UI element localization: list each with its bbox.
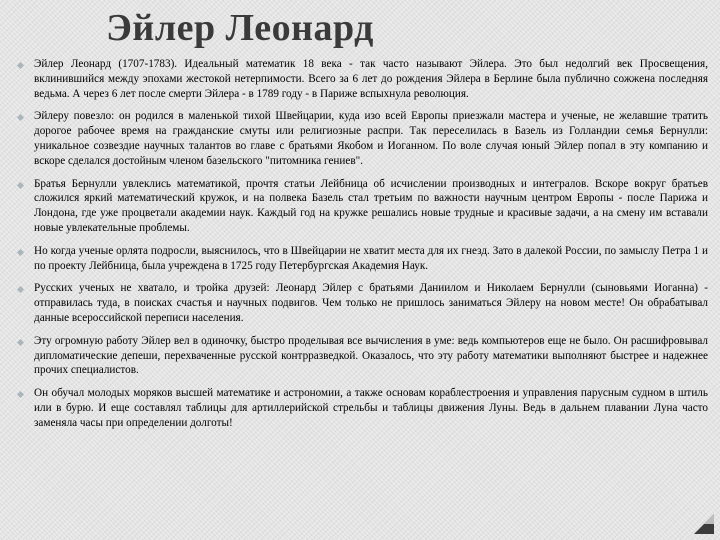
bullet-item xyxy=(14,109,708,168)
diamond-bullet-icon xyxy=(17,182,24,189)
bullet-item xyxy=(14,177,708,236)
bullet-item xyxy=(14,386,708,430)
diamond-bullet-icon xyxy=(17,62,24,69)
bullet-item xyxy=(14,281,708,325)
bullet-text: Эту огромную работу Эйлер вел в одиночку, быстро проделывая все вычисления в уме: ведь компьютеров еще не было. Он расшифровывал дипломатические депеши, перехваченные русской контрразведкой. Оказалось, что эту работу математики выполняют быстрее и надежнее прочих специалистов. xyxy=(34,334,708,377)
diamond-bullet-icon xyxy=(17,339,24,346)
diamond-bullet-icon xyxy=(17,114,24,121)
slide-title: Эйлер Леонард xyxy=(106,7,374,49)
bullet-item xyxy=(14,57,708,101)
bullet-item xyxy=(14,334,708,378)
diamond-bullet-icon xyxy=(17,391,24,398)
bullet-text: Эйлеру повезло: он родился в маленькой тихой Швейцарии, куда изо всей Европы приезжали мастера и ученые, не желавшие тратить дорогое рабочее время на гражданские смуты или религиозные распри. Так переселилась в Базель из Голландии семья Бернулли: уникальное созвездие научных талантов во главе с братьями Якобом и Иоганном. По воле случая юный Эйлер попал в эту компанию и вскоре сделался достойным членом базельского "питомника гениев". xyxy=(34,110,708,167)
bullet-text: Русских ученых не хватало, и тройка друзей: Леонард Эйлер с братьями Даниилом и Николаем Бернулли (сыновьями Иоганна) - отправилась туда, в поисках счастья и научных подвигов. Чем только не пришлось заниматься Эйлеру на новом месте! Он обрабатывал данные всероссийской переписи населения. xyxy=(34,282,708,324)
bullet-item xyxy=(14,244,708,274)
diamond-bullet-icon xyxy=(17,249,24,256)
bullet-list xyxy=(14,57,708,439)
bullet-text: Эйлер Леонард (1707-1783). Идеальный математик 18 века - так часто называют Эйлера. Это был недолгий век Просвещения, вклинившийся между эпохами жестокой нетерпимости. Всего за 6 лет до рождения Эйлера в Берлине была публично сожжена последняя ведьма. А через 6 лет после смерти Эйлера - в 1789 году - в Париже вспыхнула революция. xyxy=(34,58,708,100)
bullet-text: Он обучал молодых моряков высшей математике и астрономии, а также основам кораблестроения и управления парусным судном в штиль или в бурю. И еще составлял таблицы для артиллерийской стрельбы и таблицы движения Луны. Ведь в дальнем плавании Луна часто заменяла часы при определении долготы! xyxy=(34,387,708,429)
diamond-bullet-icon xyxy=(17,286,24,293)
bullet-text: Братья Бернулли увлеклись математикой, прочтя статьи Лейбница об исчислении производных и интегралов. Вскоре вокруг братьев сложился яркий математический кружок, и на полвека Базель стал третьим по важности научным центром Европы - после Парижа и Лондона, где уже процветали академии наук. Каждый год на кружке решались новые трудные и красивые задачи, а на смену им вставали новые увлекательные проблемы. xyxy=(34,177,708,234)
bullet-text: Но когда ученые орлята подросли, выяснилось, что в Швейцарии не хватит места для их гнезд. Зато в далекой России, по замыслу Петра 1 и по проекту Лейбница, была учреждена в 1725 году Петербургская Академия Наук. xyxy=(34,244,708,272)
next-slide-icon[interactable] xyxy=(694,514,714,534)
